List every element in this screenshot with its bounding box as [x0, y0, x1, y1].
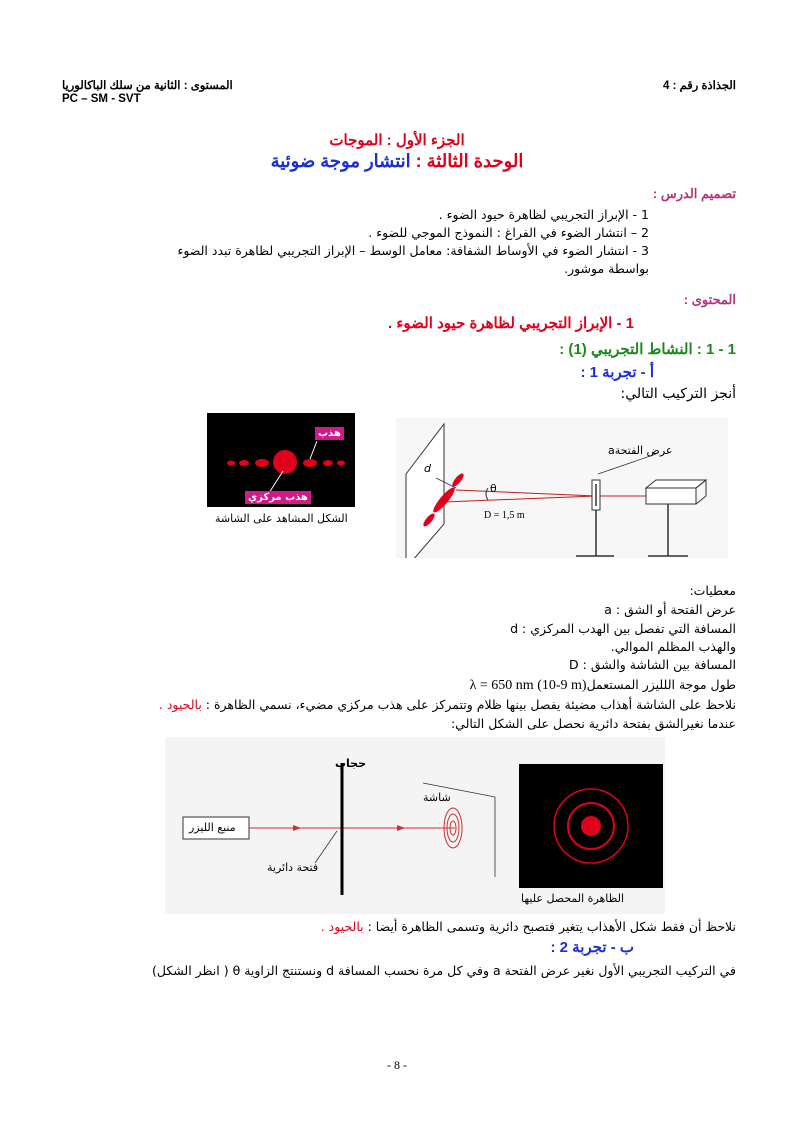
fringe-dot: [323, 460, 333, 466]
given-D: D : المسافة بين الشاشة والشق: [569, 657, 736, 672]
given-d-cont: والهذب المظلم الموالي.: [610, 639, 736, 654]
distance-d-label: d: [424, 462, 431, 475]
experiment-setup-figure: [396, 418, 728, 558]
exp1-title: أ - تجربة 1 :: [580, 364, 654, 381]
screen-plane: [406, 424, 444, 558]
distance-D-label: D = 1,5 m: [484, 510, 525, 521]
page-number: - 8 -: [387, 1058, 407, 1072]
angle-theta-label: θ: [490, 482, 497, 495]
given-a: a : عرض الفتحة أو الشق: [604, 602, 736, 617]
figure1-caption: الشكل المشاهد على الشاشة: [215, 512, 348, 525]
plan-item-2: 2 – انتشار الضوء في الفراغ : النموذج الموجي للضوء .: [368, 225, 649, 240]
circular-aperture-figure: [165, 737, 665, 914]
exp2-text: في التركيب التجريبي الأول نغير عرض الفتحة a وفي كل مرة نحسب المسافة d ونستنتج الزاوية θ ( انظر الشكل): [151, 963, 736, 978]
streams-label: PC – SM - SVT: [62, 93, 141, 105]
given-d: d : المسافة التي تفصل بين الهدب المركزي: [510, 621, 736, 636]
unit-name: انتشار موجة ضوئية: [270, 151, 411, 171]
circle-intro: عندما نغيرالشق بفتحة دائرية نحصل على الشكل التالي:: [450, 716, 736, 731]
exp1-instruction: أنجز التركيب التالي:: [620, 386, 736, 402]
slit-width-label: aعرض الفتحة: [608, 444, 673, 457]
fringe-dot: [451, 472, 466, 488]
observation1-word: بالحيود .: [158, 697, 202, 712]
observation2-word: بالحيود .: [320, 919, 364, 934]
lambda-value: λ = 650 nm (10-9 m): [469, 678, 587, 693]
observation2: [321, 918, 736, 936]
plan-item-1: 1 - الإبراز التجريبي لظاهرة حيود الضوء .: [438, 207, 649, 222]
central-spot: [581, 816, 601, 836]
fringe-dot: [255, 459, 269, 467]
fringe-dot: [239, 460, 249, 466]
laser-label: منبع الليزر: [189, 821, 236, 834]
screen-label: شاشة: [423, 791, 451, 804]
fringe-dot: [337, 461, 345, 466]
circular-setup-svg: [165, 737, 665, 914]
activity-title: 1 - 1 : النشاط التجريبي (1) :: [559, 341, 736, 358]
observation1: [46, 696, 736, 714]
fringe-label: هذب: [315, 427, 344, 440]
stop-label: حجاب: [335, 757, 367, 770]
fringe-dot: [227, 461, 235, 466]
given-lambda: [470, 676, 736, 695]
setup-svg: [396, 418, 728, 558]
central-fringe: [273, 450, 297, 474]
content-heading: المحتوى :: [683, 292, 736, 307]
observation2-text: نلاحظ أن فقط شكل الأهذاب يتغير فتصبح دائرية وتسمى الظاهرة أيضا :: [363, 919, 736, 934]
exp2-title: ب - تجربة 2 :: [550, 939, 634, 956]
givens-heading: معطيات:: [689, 583, 736, 598]
diffraction-pattern-image: [207, 413, 355, 507]
section1-title: 1 - الإبراز التجريبي لظاهرة حيود الضوء .: [388, 315, 634, 332]
fringe-dot: [303, 459, 317, 467]
lambda-text: طول موجة اللليزر المستعمل: [586, 677, 736, 692]
laser-body: [646, 488, 696, 504]
sheet-number: الجذاذة رقم : 4: [662, 80, 736, 92]
part-title: الجزء الأول : الموجات: [329, 132, 465, 149]
level-label: المستوى : الثانية من سلك الباكالوريا: [62, 80, 233, 92]
observation1-text: نلاحظ على الشاشة أهذاب مضيئة يفصل بينها ظلام وتتمركز على هذب مركزي مضيء، نسمي الظاهرة :: [201, 697, 736, 712]
unit-prefix: الوحدة الثالثة :: [415, 151, 524, 171]
unit-title: [0, 151, 794, 172]
central-fringe-label: هذب مركزي: [245, 491, 311, 504]
result-caption: الظاهرة المحصل عليها: [521, 892, 625, 905]
plan-item-3-cont: بواسطة موشور.: [564, 261, 649, 276]
plan-heading: تصميم الدرس :: [652, 186, 736, 201]
hole-label: فتحة دائرية: [267, 861, 319, 874]
plan-item-3: 3 - انتشار الضوء في الأوساط الشفافة: معامل الوسط – الإبراز التجريبي لظاهرة تبدد الضوء: [177, 243, 649, 258]
